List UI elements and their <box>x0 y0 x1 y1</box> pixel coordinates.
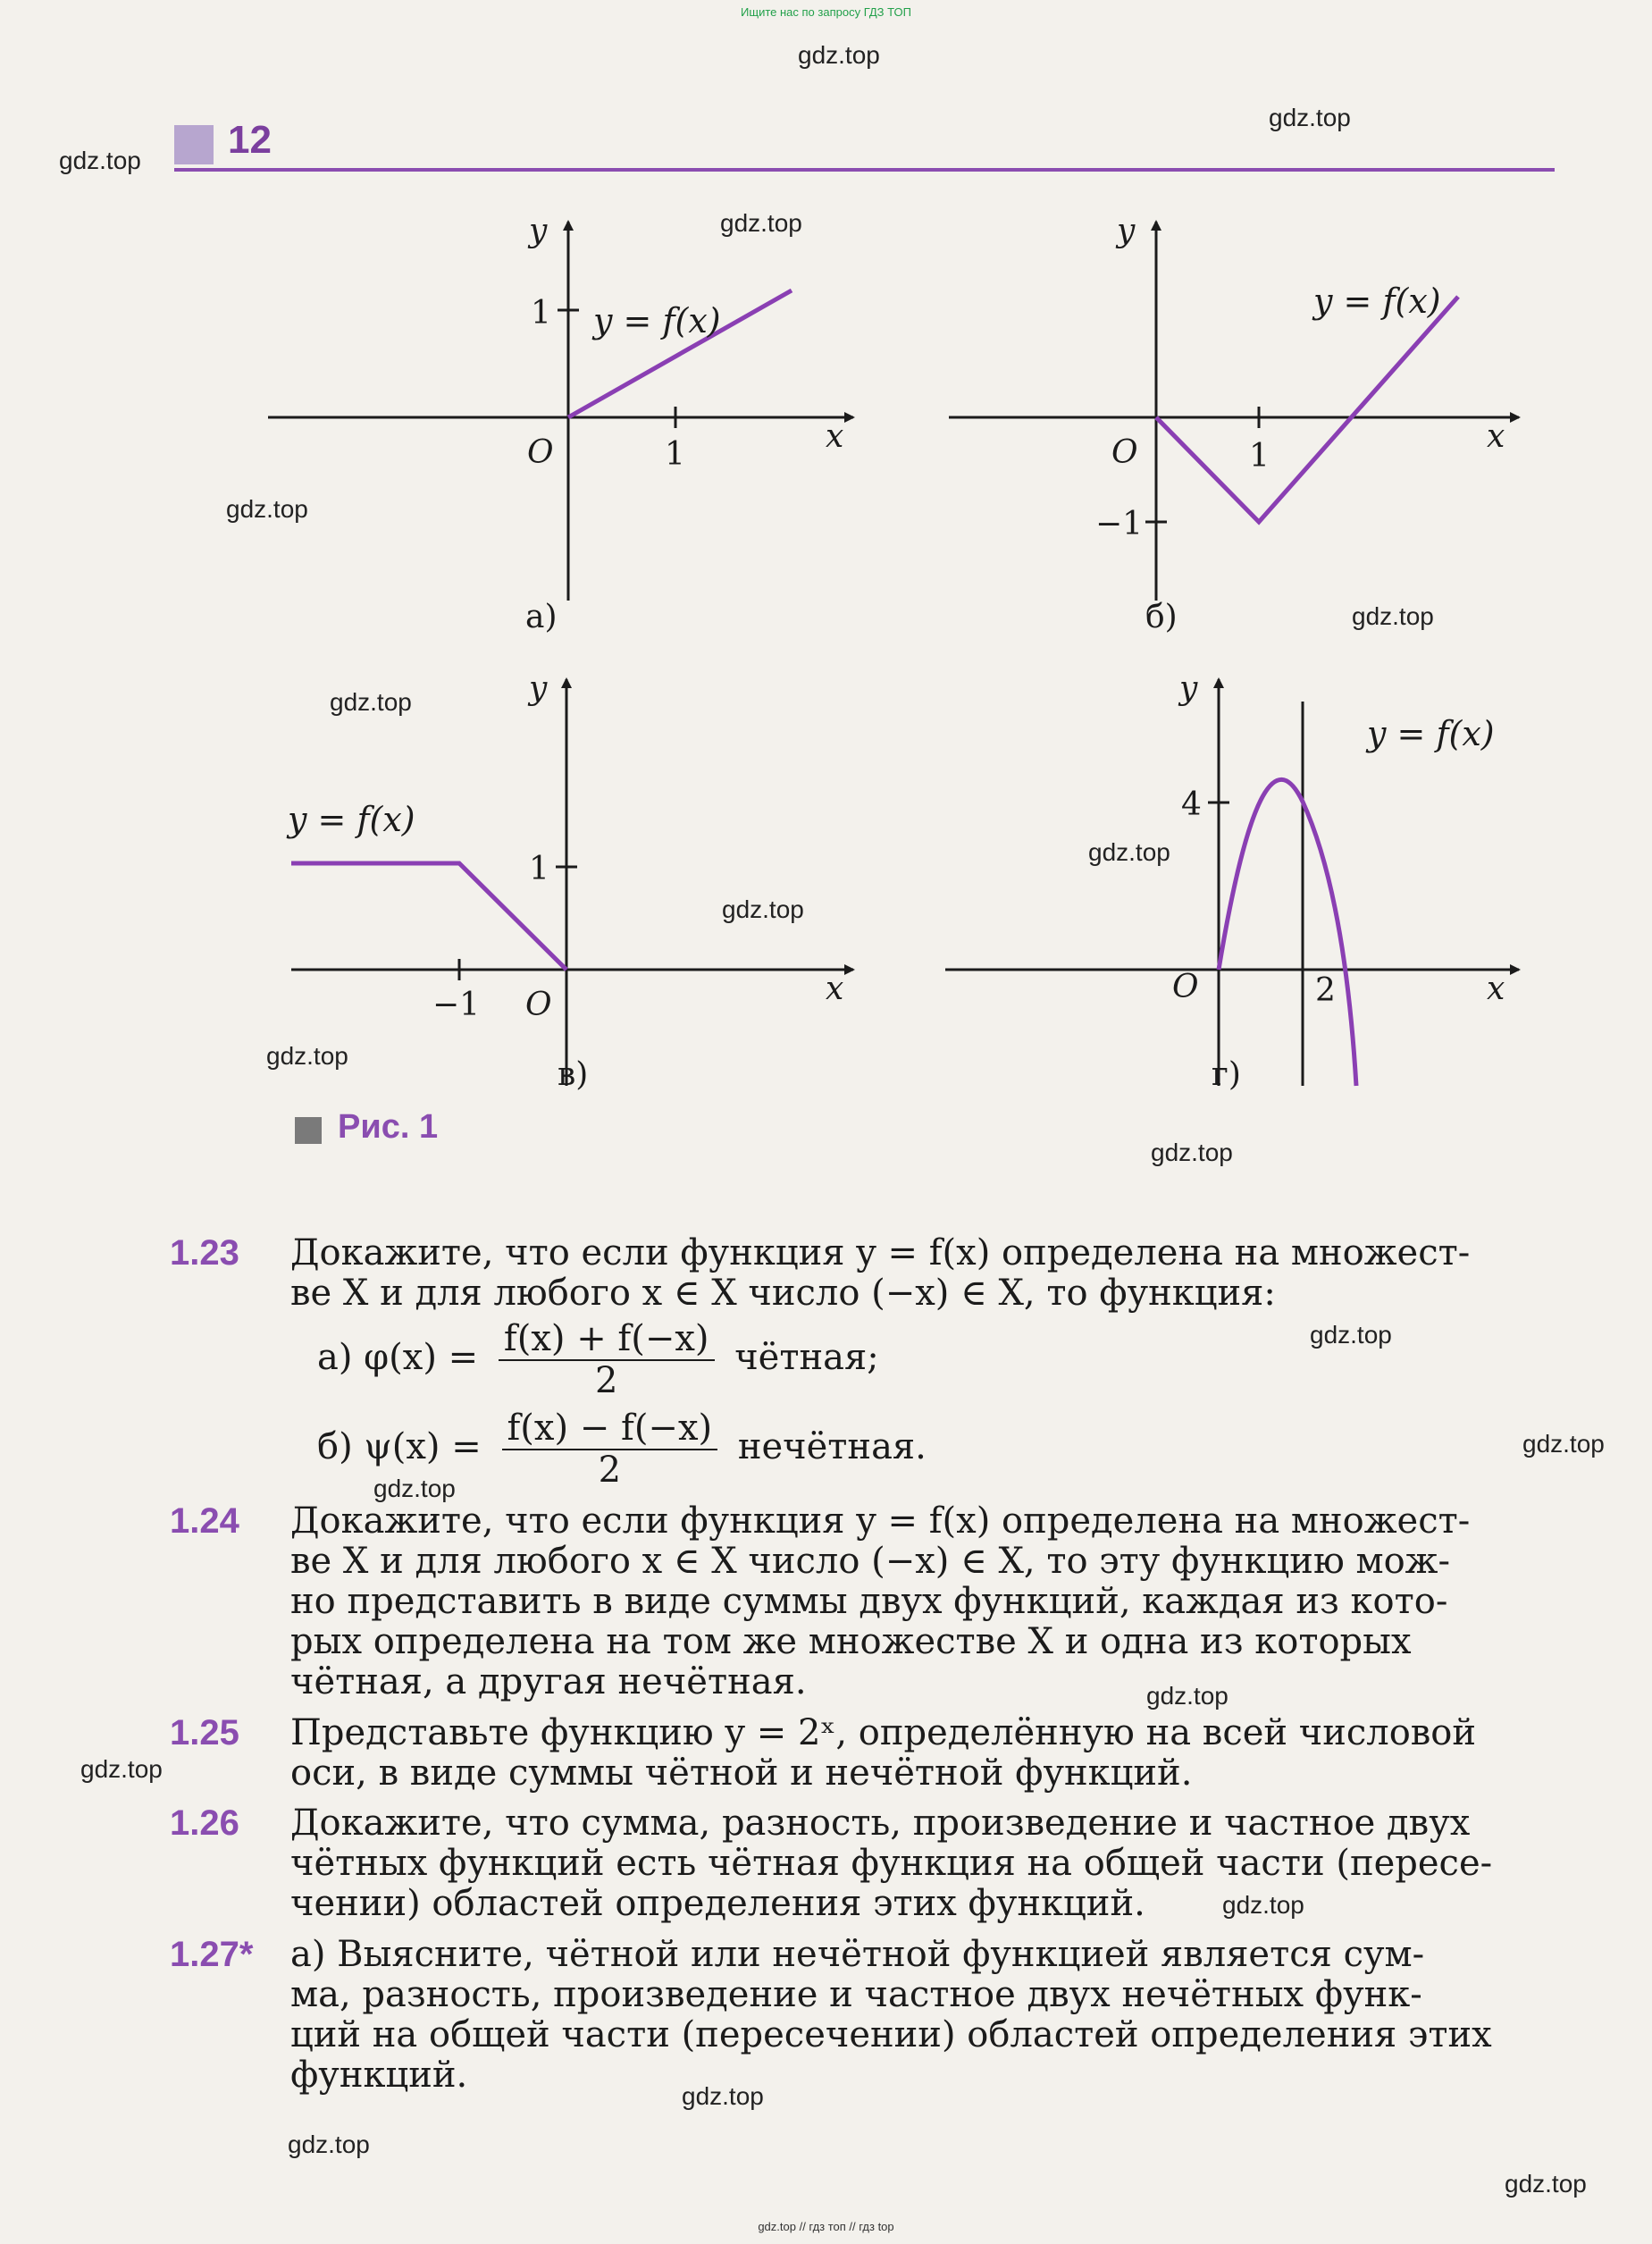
watermark: gdz.top <box>1088 838 1170 866</box>
problem-text-line: чётная, а другая нечётная. <box>290 1661 807 1702</box>
y-axis-label: y <box>529 670 548 707</box>
problem-number: 1.26 <box>170 1803 239 1843</box>
watermark: gdz.top <box>373 1475 456 1502</box>
problem-text-line: Докажите, что сумма, разность, произведение и частное двух <box>290 1803 1471 1844</box>
watermark: gdz.top <box>720 209 802 237</box>
tick-label: 1 <box>1249 438 1270 475</box>
x-axis-label: x <box>1487 418 1505 455</box>
watermark: gdz.top <box>682 2082 764 2110</box>
fraction-denominator: 2 <box>594 1360 618 1401</box>
tick-label: 1 <box>665 436 685 473</box>
watermark: gdz.top <box>226 495 308 523</box>
problem-number: 1.24 <box>170 1501 239 1541</box>
tick-label: −1 <box>1095 506 1144 542</box>
formula-suffix: нечётная. <box>737 1426 927 1467</box>
watermark: gdz.top <box>1269 104 1351 131</box>
fraction-numerator: f(x) + f(−x) <box>499 1319 715 1361</box>
tick-label: 1 <box>529 851 549 887</box>
function-label: y = f(x) <box>593 301 721 340</box>
problem-text-line: Докажите, что если функция y = f(x) определена на множест- <box>290 1500 1471 1542</box>
problem-number: 1.25 <box>170 1713 239 1752</box>
bottom-note: gdz.top // гдз топ // гдз top <box>758 2220 894 2233</box>
tick-label: −1 <box>432 987 481 1023</box>
x-axis-label: x <box>826 418 844 455</box>
formula-b <box>317 1408 1564 1491</box>
function-label: y = f(x) <box>288 800 415 839</box>
watermark: gdz.top <box>80 1755 163 1783</box>
figure-caption-marker <box>295 1117 322 1144</box>
problem-text-line: чётных функций есть чётная функция на общей части (пересе- <box>290 1843 1493 1884</box>
watermark: gdz.top <box>1522 1430 1605 1458</box>
origin-label: O <box>527 434 554 471</box>
fraction-denominator: 2 <box>598 1450 622 1491</box>
problem-number: 1.23 <box>170 1233 239 1273</box>
figure-caption: Рис. 1 <box>338 1108 439 1146</box>
panel-label: г) <box>1212 1056 1241 1093</box>
watermark: gdz.top <box>1151 1139 1233 1166</box>
problem-text-line: чении) областей определения этих функций. <box>290 1883 1145 1924</box>
problem-text-line: а) Выясните, чётной или нечётной функцией является сум- <box>290 1934 1425 1975</box>
panel-label: б) <box>1145 599 1178 635</box>
watermark: gdz.top <box>1310 1321 1392 1349</box>
origin-label: O <box>1111 434 1138 471</box>
origin-label: O <box>1172 969 1199 1005</box>
problem-text-line: оси, в виде суммы чётной и нечётной функций. <box>290 1752 1193 1794</box>
watermark: gdz.top <box>330 688 412 716</box>
watermark: gdz.top <box>1352 602 1434 630</box>
watermark: gdz.top <box>1505 2170 1587 2198</box>
problem-text-line: Представьте функцию y = 2ˣ, определённую на всей числовой <box>290 1712 1477 1753</box>
problem-text-line: ций на общей части (пересечении) областей определения этих <box>290 2014 1492 2055</box>
formula-prefix: а) φ(x) = <box>317 1337 479 1378</box>
problem-text-line: Докажите, что если функция y = f(x) определена на множест- <box>290 1232 1471 1273</box>
problem-1-24 <box>170 1501 1564 1702</box>
top-note: Ищите нас по запросу ГДЗ ТОП <box>741 5 911 19</box>
y-axis-label: y <box>529 213 548 249</box>
watermark: gdz.top <box>798 41 880 69</box>
problem-1-23 <box>170 1233 1564 1491</box>
fraction <box>502 1408 718 1491</box>
function-label: y = f(x) <box>1313 282 1441 321</box>
graph-d-curve <box>1219 779 1356 1086</box>
problem-number: 1.27* <box>170 1935 254 1974</box>
problem-text-line: ве X и для любого x ∈ X число (−x) ∈ X, то эту функцию мож- <box>290 1541 1450 1582</box>
graph-d <box>945 670 1519 1093</box>
problem-1-26 <box>170 1803 1564 1924</box>
fraction <box>499 1319 715 1401</box>
graph-c-curve <box>291 863 566 970</box>
panel-label: в) <box>558 1056 589 1093</box>
formula-suffix: чётная; <box>734 1337 879 1378</box>
formula-prefix: б) ψ(x) = <box>317 1426 482 1467</box>
watermark: gdz.top <box>1222 1891 1304 1919</box>
watermark: gdz.top <box>288 2131 370 2158</box>
problem-text-line: но представить в виде суммы двух функций, каждая из кото- <box>290 1581 1448 1622</box>
problem-1-25 <box>170 1713 1564 1794</box>
problem-text-line: ма, разность, произведение и частное двух нечётных функ- <box>290 1974 1422 2015</box>
graph-b <box>949 213 1519 635</box>
y-axis-label: y <box>1179 670 1198 707</box>
panel-label: а) <box>525 599 558 635</box>
page-number: 12 <box>228 118 272 162</box>
problem-text-line: рых определена на том же множестве X и одна из которых <box>290 1621 1412 1662</box>
function-label: y = f(x) <box>1367 714 1495 753</box>
graph-a <box>268 213 853 635</box>
figure-graphs <box>0 0 1652 1108</box>
tick-label: 4 <box>1181 786 1202 823</box>
x-axis-label: x <box>1487 971 1505 1007</box>
tick-label: 1 <box>531 295 551 332</box>
origin-label: O <box>525 987 552 1023</box>
problem-text-line: ве X и для любого x ∈ X число (−x) ∈ X, то функция: <box>290 1273 1276 1314</box>
y-axis-label: y <box>1117 213 1136 249</box>
problem-1-27 <box>170 1935 1564 2096</box>
watermark: gdz.top <box>59 147 141 174</box>
watermark: gdz.top <box>1146 1682 1229 1710</box>
x-axis-label: x <box>826 971 844 1007</box>
graph-b-curve <box>1156 297 1458 522</box>
watermark: gdz.top <box>266 1042 348 1070</box>
problem-text-line: функций. <box>290 2055 468 2096</box>
graph-c <box>286 670 853 1093</box>
tick-label: 2 <box>1315 972 1336 1009</box>
formula-a <box>317 1319 1564 1401</box>
fraction-numerator: f(x) − f(−x) <box>502 1408 718 1450</box>
watermark: gdz.top <box>722 895 804 923</box>
